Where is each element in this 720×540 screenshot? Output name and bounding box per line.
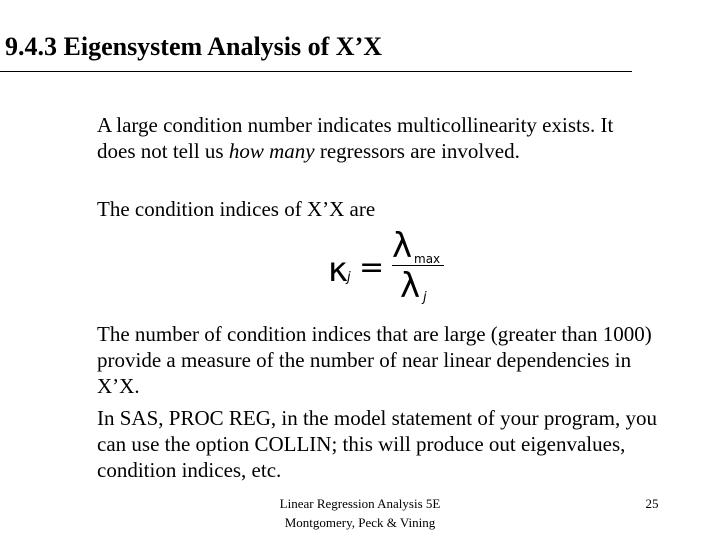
formula-numerator-subscript: max: [414, 252, 441, 266]
slide-footer: [240, 494, 480, 532]
formula-numerator-lambda: λ: [392, 226, 413, 266]
footer-book-title: Linear Regression Analysis 5E: [279, 496, 441, 511]
paragraph-multicollinearity: [97, 112, 657, 164]
paragraph-large-indices: The number of condition indices that are large (greater than 1000) provide a measure of the number of near linear dependencies in X’X.: [97, 322, 652, 398]
paragraph-1-text: A large condition number indicates multicollinearity exists. It does not tell us: [97, 113, 614, 163]
page-number: 25: [645, 496, 659, 511]
formula-denominator-lambda: λ: [400, 266, 421, 306]
formula-kappa-subscript: j: [347, 270, 351, 285]
paragraph-1-text-end: regressors are involved.: [314, 139, 520, 163]
paragraph-sas-collin: In SAS, PROC REG, in the model statement of your program, you can use the option COLLIN; this will produce out eigenvalues, condition indices, etc.: [97, 406, 657, 482]
formula-equals: =: [359, 250, 385, 285]
slide-title: 9.4.3 Eigensystem Analysis of X’X: [5, 32, 383, 61]
paragraph-condition-indices: The condition indices of X’X are: [97, 197, 376, 221]
title-divider: [0, 71, 632, 72]
formula-denominator-subscript: j: [423, 290, 427, 305]
condition-index-formula: [326, 228, 456, 308]
footer-authors: Montgomery, Peck & Vining: [284, 515, 436, 530]
paragraph-1-emphasis: how many: [228, 139, 315, 163]
formula-kappa: κ: [328, 250, 349, 290]
